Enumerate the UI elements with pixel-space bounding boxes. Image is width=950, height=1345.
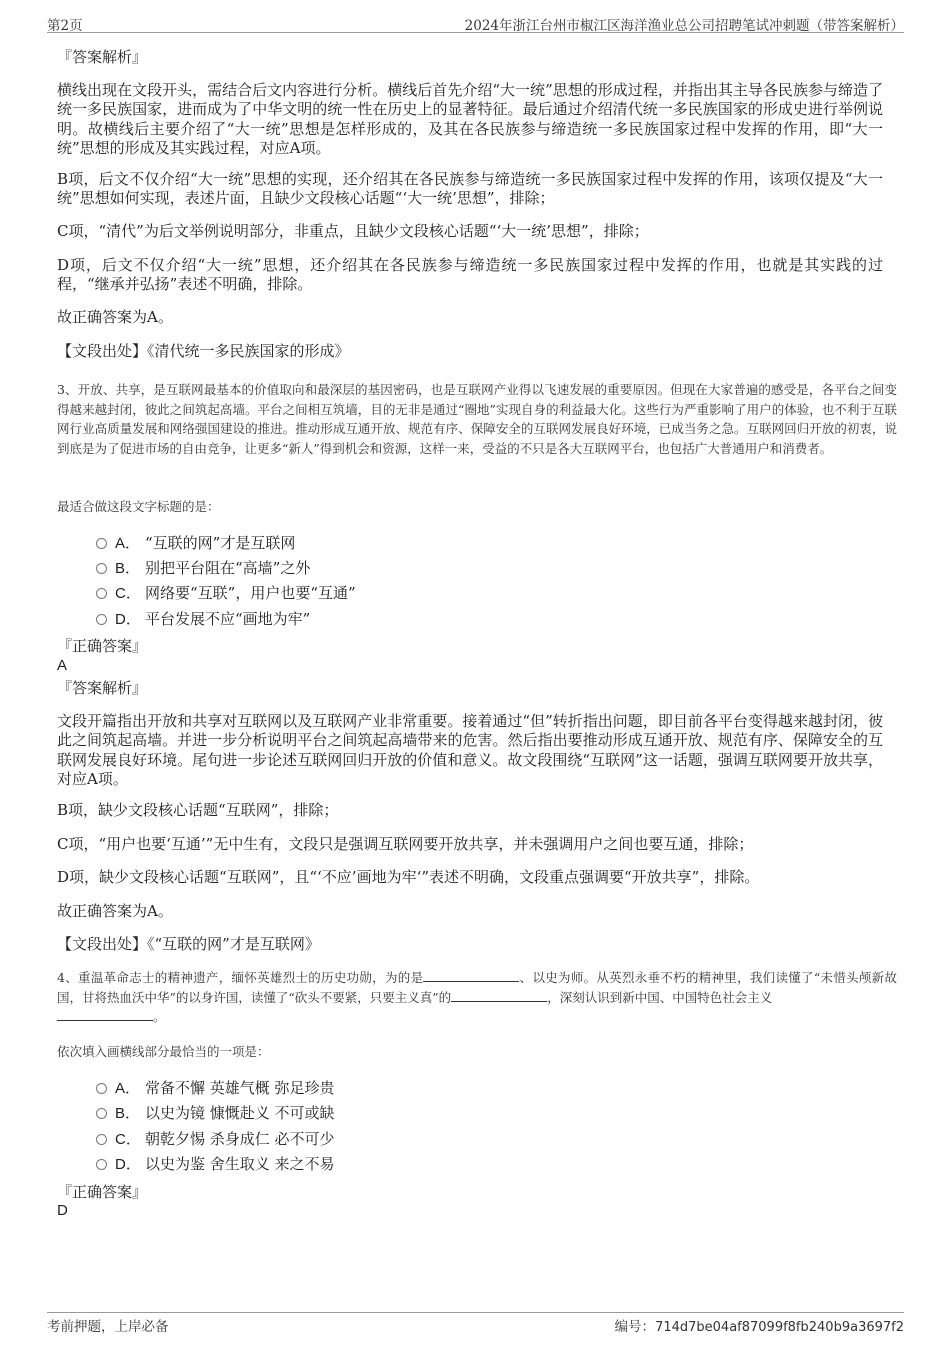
q4-correct-label: 『正确答案』	[57, 1183, 148, 1201]
q3-source: 【文段出处】《“互联的网”才是互联网》	[57, 935, 320, 953]
q3-correct-answer: A	[57, 657, 68, 674]
radio-icon[interactable]	[96, 588, 107, 599]
q3-option-d[interactable]: D． 平台发展不应“画地为牢”	[96, 609, 310, 629]
q3-analysis-text: 文段开篇指出开放和共享对互联网以及互联网产业非常重要。接着通过“但”转折指出问题，即目前各平台变得越来越封闭，彼此之间筑起高墙。并进一步分析说明平台之间筑起高墙带来的危害。然后指出要推动形成互通开放、规范有序、保障安全的互联网发展良好环境。尾句进一步论述互联网回归开放的价值和意义。故文段围绕“互联网”这一话题，强调互联网要开放共享，对应A项。	[57, 712, 883, 788]
q3-conclusion: 故正确答案为A。	[57, 902, 173, 920]
q3-stem: 3、开放、共享，是互联网最基本的价值取向和最深层的基因密码，也是互联网产业得以飞速发展的重要原因。但现在大家普遍的感受是，各平台之间变得越来越封闭，彼此之间筑起高墙。平台之间相互筑墙，目的无非是通过“圈地”实现自身的利益最大化。这些行为严重影响了用户的体验，也不利于互联网行业高质量发展和网络强国建设的推进。推动形成互通开放、规范有序、保障安全的互联网发展良好环境，已成当务之急。互联网回归开放的初衷，说到底是为了促进市场的自由竞争，让更多“新人”得到机会和资源，这样一来，受益的不只是各大互联网平台，也包括广大普通用户和消费者。	[57, 382, 897, 456]
q2-source: 【文段出处】《清代统一多民族国家的形成》	[57, 342, 350, 360]
q3-correct-label: 『正确答案』	[57, 637, 148, 655]
page-number: 第2页	[47, 18, 83, 34]
q4-option-d[interactable]: D． 以史为鉴 舍生取义 来之不易	[96, 1154, 335, 1174]
q4-correct-answer: D	[57, 1202, 68, 1219]
fill-blank-3	[57, 1008, 153, 1021]
document-title: 2024年浙江台州市椒江区海洋渔业总公司招聘笔试冲刺题（带答案解析）	[464, 18, 904, 34]
radio-icon[interactable]	[96, 1083, 107, 1094]
page-header	[47, 12, 904, 33]
footer-slogan: 考前押题，上岸必备	[47, 1319, 169, 1335]
fill-blank-2	[451, 989, 547, 1002]
q3-option-c-explanation: C项，“用户也要‘互通’”无中生有，文段只是强调互联网要开放共享，并未强调用户之间也要互通，排除；	[57, 835, 754, 853]
q3-option-b[interactable]: B． 别把平台阻在“高墙”之外	[96, 558, 310, 578]
radio-icon[interactable]	[96, 1108, 107, 1119]
fill-blank-1	[423, 969, 519, 982]
q3-option-c[interactable]: C． 网络要“互联”，用户也要“互通”	[96, 583, 356, 603]
q2-analysis-label: 『答案解析』	[57, 48, 148, 66]
q4-option-a[interactable]: A． 常备不懈 英雄气概 弥足珍贵	[96, 1078, 335, 1098]
radio-icon[interactable]	[96, 614, 107, 625]
q3-option-a[interactable]: A． “互联的网”才是互联网	[96, 533, 295, 553]
document-code: 编号：714d7be04af87099f8fb240b9a3697f2	[614, 1319, 904, 1335]
q2-option-d-explanation: D项，后文不仅介绍“大一统”思想，还介绍其在各民族参与缔造统一多民族国家过程中发挥的作用，也就是其实践的过程，“继承并弘扬”表述不明确，排除。	[57, 256, 883, 294]
q2-analysis-text: 横线出现在文段开头，需结合后文内容进行分析。横线后首先介绍“大一统”思想的形成过程，并指出其主导各民族参与缔造了统一多民族国家，进而成为了中华文明的统一性在历史上的显著特征。最后通过介绍清代统一多民族国家的形成史进行举例说明。故横线后主要介绍了“大一统”思想是怎样形成的，及其在各民族参与缔造统一多民族国家过程中发挥的作用，即“大一统”思想的形成及其实践过程，对应A项。	[57, 81, 883, 157]
q4-option-b[interactable]: B． 以史为镜 慷慨赴义 不可或缺	[96, 1103, 335, 1123]
radio-icon[interactable]	[96, 1159, 107, 1170]
radio-icon[interactable]	[96, 563, 107, 574]
radio-icon[interactable]	[96, 1134, 107, 1145]
q3-option-b-explanation: B项，缺少文段核心话题“互联网”，排除；	[57, 801, 339, 819]
q2-option-c-explanation: C项，“清代”为后文举例说明部分，非重点，且缺少文段核心话题“‘大一统’思想”，排除；	[57, 222, 649, 240]
q3-analysis-label: 『答案解析』	[57, 679, 148, 697]
radio-icon[interactable]	[96, 538, 107, 549]
q2-option-b-explanation: B项，后文不仅介绍“大一统”思想的实现，还介绍其在各民族参与缔造统一多民族国家过程中发挥的作用，该项仅提及“大一统”思想如何实现，表述片面，且缺少文段核心话题“‘大一统’思想”，排除；	[57, 170, 883, 208]
q4-prompt: 依次填入画横线部分最恰当的一项是：	[57, 1044, 270, 1059]
q4-option-c[interactable]: C． 朝乾夕惕 杀身成仁 必不可少	[96, 1129, 335, 1149]
q3-option-d-explanation: D项，缺少文段核心话题“互联网”，且“‘不应’画地为牢‘”表述不明确，文段重点强调要“开放共享”，排除。	[57, 868, 760, 886]
page-footer	[47, 1312, 904, 1335]
q2-conclusion: 故正确答案为A。	[57, 308, 173, 326]
q4-stem: 4、重温革命志士的精神遗产，缅怀英雄烈士的历史功勋，为的是 、以史为师。从英烈永垂不朽的精神里，我们读懂了“未惜头颅新故国，甘将热血沃中华”的以身许国，读懂了“砍头不要紧，只要主义真”的 ，深刻认识到新中国、中国特色社会主义 。	[57, 970, 897, 1024]
q3-prompt: 最适合做这段文字标题的是：	[57, 499, 220, 514]
